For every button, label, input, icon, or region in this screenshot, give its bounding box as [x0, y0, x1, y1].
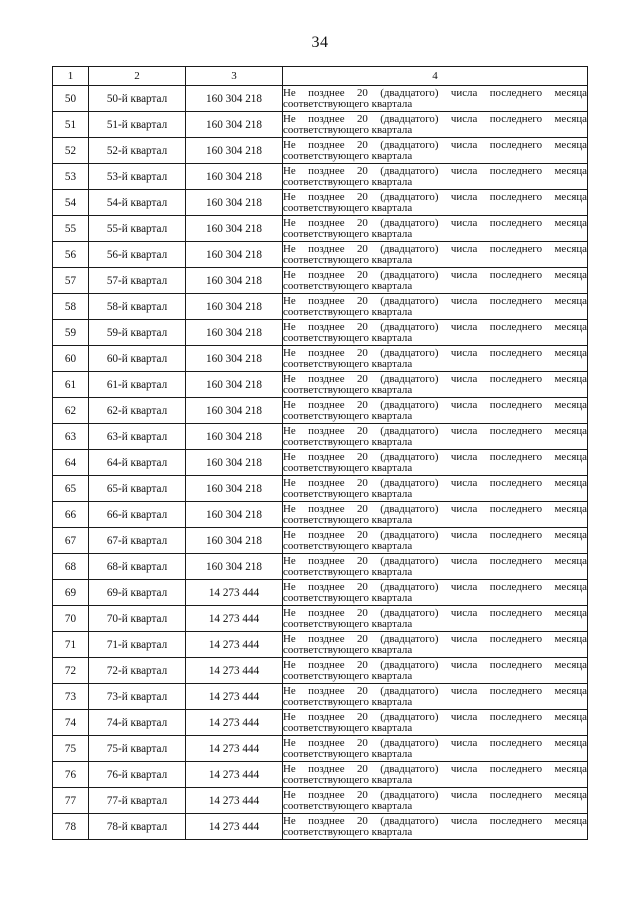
quarter-cell: 63-й квартал [89, 424, 186, 450]
deadline-cell: Не позднее 20 (двадцатого) числа последнего месяца соответствующего квартала [283, 320, 587, 344]
quarter-cell: 64-й квартал [89, 450, 186, 476]
table-row [53, 528, 588, 554]
table-row [53, 580, 588, 606]
column-header-deadline: 4 [283, 67, 588, 86]
amount-cell: 160 304 218 [186, 424, 283, 450]
table-body [53, 86, 588, 840]
column-header-quarter: 2 [89, 67, 186, 86]
amount-cell: 160 304 218 [186, 294, 283, 320]
row-number-cell: 72 [53, 658, 89, 684]
amount-cell: 160 304 218 [186, 320, 283, 346]
amount-cell: 160 304 218 [186, 190, 283, 216]
amount-cell: 160 304 218 [186, 164, 283, 190]
quarter-cell: 52-й квартал [89, 138, 186, 164]
amount-cell: 14 273 444 [186, 788, 283, 814]
row-number-cell: 53 [53, 164, 89, 190]
amount-cell: 160 304 218 [186, 138, 283, 164]
quarter-cell: 77-й квартал [89, 788, 186, 814]
row-number-cell: 70 [53, 606, 89, 632]
table-row [53, 632, 588, 658]
deadline-cell: Не позднее 20 (двадцатого) числа последнего месяца соответствующего квартала [283, 762, 587, 786]
deadline-cell: Не позднее 20 (двадцатого) числа последнего месяца соответствующего квартала [283, 450, 587, 474]
amount-cell: 160 304 218 [186, 528, 283, 554]
amount-cell: 160 304 218 [186, 450, 283, 476]
quarter-cell: 75-й квартал [89, 736, 186, 762]
amount-cell: 160 304 218 [186, 242, 283, 268]
deadline-cell: Не позднее 20 (двадцатого) числа последнего месяца соответствующего квартала [283, 190, 587, 214]
quarter-cell: 70-й квартал [89, 606, 186, 632]
row-number-cell: 54 [53, 190, 89, 216]
row-number-cell: 64 [53, 450, 89, 476]
quarter-cell: 76-й квартал [89, 762, 186, 788]
quarter-cell: 65-й квартал [89, 476, 186, 502]
deadline-cell: Не позднее 20 (двадцатого) числа последнего месяца соответствующего квартала [283, 788, 587, 812]
row-number-cell: 78 [53, 814, 89, 840]
amount-cell: 160 304 218 [186, 112, 283, 138]
quarter-cell: 56-й квартал [89, 242, 186, 268]
deadline-cell: Не позднее 20 (двадцатого) числа последнего месяца соответствующего квартала [283, 138, 587, 162]
table-row [53, 424, 588, 450]
deadline-cell: Не позднее 20 (двадцатого) числа последнего месяца соответствующего квартала [283, 502, 587, 526]
row-number-cell: 73 [53, 684, 89, 710]
row-number-cell: 69 [53, 580, 89, 606]
amount-cell: 160 304 218 [186, 372, 283, 398]
deadline-cell: Не позднее 20 (двадцатого) числа последнего месяца соответствующего квартала [283, 476, 587, 500]
table-row [53, 190, 588, 216]
quarter-cell: 68-й квартал [89, 554, 186, 580]
deadline-cell: Не позднее 20 (двадцатого) числа последнего месяца соответствующего квартала [283, 554, 587, 578]
deadline-cell: Не позднее 20 (двадцатого) числа последнего месяца соответствующего квартала [283, 632, 587, 656]
quarter-cell: 62-й квартал [89, 398, 186, 424]
amount-cell: 14 273 444 [186, 606, 283, 632]
column-header-number: 1 [53, 67, 89, 86]
row-number-cell: 68 [53, 554, 89, 580]
table-row [53, 476, 588, 502]
row-number-cell: 50 [53, 86, 89, 112]
quarter-cell: 50-й квартал [89, 86, 186, 112]
table-row [53, 814, 588, 840]
amount-cell: 14 273 444 [186, 814, 283, 840]
quarter-cell: 60-й квартал [89, 346, 186, 372]
amount-cell: 14 273 444 [186, 580, 283, 606]
deadline-cell: Не позднее 20 (двадцатого) числа последнего месяца соответствующего квартала [283, 86, 587, 110]
deadline-cell: Не позднее 20 (двадцатого) числа последнего месяца соответствующего квартала [283, 242, 587, 266]
table-row [53, 606, 588, 632]
table-row [53, 502, 588, 528]
deadline-cell: Не позднее 20 (двадцатого) числа последнего месяца соответствующего квартала [283, 398, 587, 422]
deadline-cell: Не позднее 20 (двадцатого) числа последнего месяца соответствующего квартала [283, 346, 587, 370]
row-number-cell: 74 [53, 710, 89, 736]
deadline-cell: Не позднее 20 (двадцатого) числа последнего месяца соответствующего квартала [283, 294, 587, 318]
table-row [53, 658, 588, 684]
quarter-cell: 66-й квартал [89, 502, 186, 528]
table-row [53, 86, 588, 112]
quarter-cell: 58-й квартал [89, 294, 186, 320]
row-number-cell: 63 [53, 424, 89, 450]
quarter-cell: 71-й квартал [89, 632, 186, 658]
quarter-cell: 72-й квартал [89, 658, 186, 684]
deadline-cell: Не позднее 20 (двадцатого) числа последнего месяца соответствующего квартала [283, 268, 587, 292]
quarter-cell: 67-й квартал [89, 528, 186, 554]
quarter-cell: 69-й квартал [89, 580, 186, 606]
table-row [53, 372, 588, 398]
row-number-cell: 59 [53, 320, 89, 346]
row-number-cell: 55 [53, 216, 89, 242]
row-number-cell: 75 [53, 736, 89, 762]
table-row [53, 138, 588, 164]
deadline-cell: Не позднее 20 (двадцатого) числа последнего месяца соответствующего квартала [283, 372, 587, 396]
amount-cell: 14 273 444 [186, 762, 283, 788]
row-number-cell: 60 [53, 346, 89, 372]
table-row [53, 216, 588, 242]
table-row [53, 450, 588, 476]
table-row [53, 320, 588, 346]
deadline-cell: Не позднее 20 (двадцатого) числа последнего месяца соответствующего квартала [283, 814, 587, 838]
table-row [53, 762, 588, 788]
row-number-cell: 77 [53, 788, 89, 814]
deadline-cell: Не позднее 20 (двадцатого) числа последнего месяца соответствующего квартала [283, 216, 587, 240]
column-header-amount: 3 [186, 67, 283, 86]
amount-cell: 160 304 218 [186, 502, 283, 528]
deadline-cell: Не позднее 20 (двадцатого) числа последнего месяца соответствующего квартала [283, 528, 587, 552]
amount-cell: 160 304 218 [186, 554, 283, 580]
quarter-cell: 57-й квартал [89, 268, 186, 294]
amount-cell: 160 304 218 [186, 86, 283, 112]
quarter-cell: 55-й квартал [89, 216, 186, 242]
quarter-cell: 53-й квартал [89, 164, 186, 190]
table-row [53, 242, 588, 268]
amount-cell: 14 273 444 [186, 736, 283, 762]
deadline-cell: Не позднее 20 (двадцатого) числа последнего месяца соответствующего квартала [283, 112, 587, 136]
table-row [53, 710, 588, 736]
deadline-cell: Не позднее 20 (двадцатого) числа последнего месяца соответствующего квартала [283, 424, 587, 448]
quarter-cell: 54-й квартал [89, 190, 186, 216]
row-number-cell: 71 [53, 632, 89, 658]
deadline-cell: Не позднее 20 (двадцатого) числа последнего месяца соответствующего квартала [283, 658, 587, 682]
amount-cell: 14 273 444 [186, 632, 283, 658]
row-number-cell: 57 [53, 268, 89, 294]
amount-cell: 160 304 218 [186, 268, 283, 294]
deadline-cell: Не позднее 20 (двадцатого) числа последнего месяца соответствующего квартала [283, 710, 587, 734]
amount-cell: 14 273 444 [186, 658, 283, 684]
quarter-cell: 61-й квартал [89, 372, 186, 398]
row-number-cell: 51 [53, 112, 89, 138]
table-row [53, 294, 588, 320]
table-row [53, 346, 588, 372]
amount-cell: 160 304 218 [186, 346, 283, 372]
deadline-cell: Не позднее 20 (двадцатого) числа последнего месяца соответствующего квартала [283, 684, 587, 708]
table-row [53, 736, 588, 762]
deadline-cell: Не позднее 20 (двадцатого) числа последнего месяца соответствующего квартала [283, 164, 587, 188]
table-row [53, 398, 588, 424]
amount-cell: 160 304 218 [186, 216, 283, 242]
page-number: 34 [311, 34, 329, 51]
table-row [53, 112, 588, 138]
row-number-cell: 76 [53, 762, 89, 788]
row-number-cell: 56 [53, 242, 89, 268]
quarter-cell: 74-й квартал [89, 710, 186, 736]
amount-cell: 160 304 218 [186, 398, 283, 424]
row-number-cell: 58 [53, 294, 89, 320]
row-number-cell: 66 [53, 502, 89, 528]
table-row [53, 164, 588, 190]
amount-cell: 160 304 218 [186, 476, 283, 502]
deadline-cell: Не позднее 20 (двадцатого) числа последнего месяца соответствующего квартала [283, 580, 587, 604]
table-header-row [53, 67, 588, 86]
quarter-cell: 78-й квартал [89, 814, 186, 840]
quarter-cell: 73-й квартал [89, 684, 186, 710]
payment-schedule-table [52, 66, 588, 840]
row-number-cell: 65 [53, 476, 89, 502]
quarter-cell: 51-й квартал [89, 112, 186, 138]
row-number-cell: 52 [53, 138, 89, 164]
deadline-cell: Не позднее 20 (двадцатого) числа последнего месяца соответствующего квартала [283, 736, 587, 760]
row-number-cell: 62 [53, 398, 89, 424]
table-row [53, 788, 588, 814]
table-row [53, 684, 588, 710]
table-row [53, 268, 588, 294]
row-number-cell: 61 [53, 372, 89, 398]
deadline-cell: Не позднее 20 (двадцатого) числа последнего месяца соответствующего квартала [283, 606, 587, 630]
row-number-cell: 67 [53, 528, 89, 554]
quarter-cell: 59-й квартал [89, 320, 186, 346]
table-row [53, 554, 588, 580]
amount-cell: 14 273 444 [186, 684, 283, 710]
amount-cell: 14 273 444 [186, 710, 283, 736]
